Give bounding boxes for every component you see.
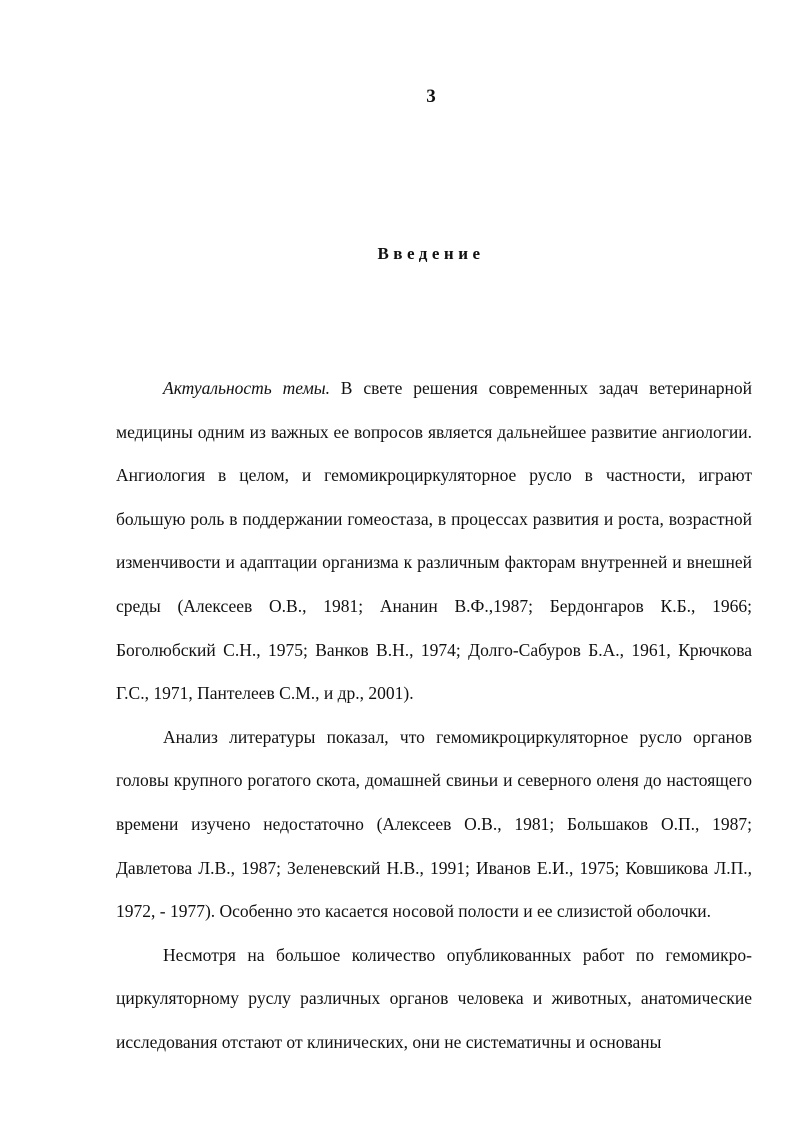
paragraph-text: В свете решения современных задач ветеринарной медицины одним из важных ее вопросов является дальнейшее развитие ангиологии. Ангиология в целом, и гемомикроциркуляторное русло в частности, играют большую роль в поддержании гомеостаза, в процессах развития и роста, возрастной изменчивости и адаптации организма к различным факторам внутренней и внешней среды (Алексеев О.В., 1981; Ананин В.Ф.,1987; Бердонгаров К.Б., 1966; Боголюбский С.Н., 1975; Ванков В.Н., 1974; Долго-Сабуров Б.А., 1961, Крючкова Г.С., 1971, Пантелеев С.М., и др., 2001).: [116, 378, 752, 704]
paragraph-literature: [116, 716, 752, 934]
paragraph-text: Несмотря на большое количество опубликованных работ по гемомикроциркуляторному руслу различных органов человека и животных, анатомические исследования отстают от клинических, они не систематичны и основаны: [116, 944, 752, 1052]
paragraph-studies: [116, 934, 752, 1065]
paragraph-text: Анализ литературы показал, что гемомикроциркуляторное русло органов головы крупного рогатого скота, домашней свиньи и северного оленя до настоящего времени изучено недостаточно (Алексеев О.В., 1981; Большаков О.П., 1987; Давлетова Л.В., 1987; Зеленевский Н.В., 1991; Иванов Е.И., 1975; Ковшикова Л.П., 1972, - 1977). Особенно это касается носовой полости и ее слизистой оболочки.: [116, 726, 752, 922]
section-heading: Введение: [377, 244, 485, 263]
paragraph-relevance: [116, 367, 752, 716]
page-number: 3: [426, 86, 436, 107]
body-text: [116, 367, 752, 1065]
paragraph-lead: Актуальность темы.: [163, 378, 330, 398]
